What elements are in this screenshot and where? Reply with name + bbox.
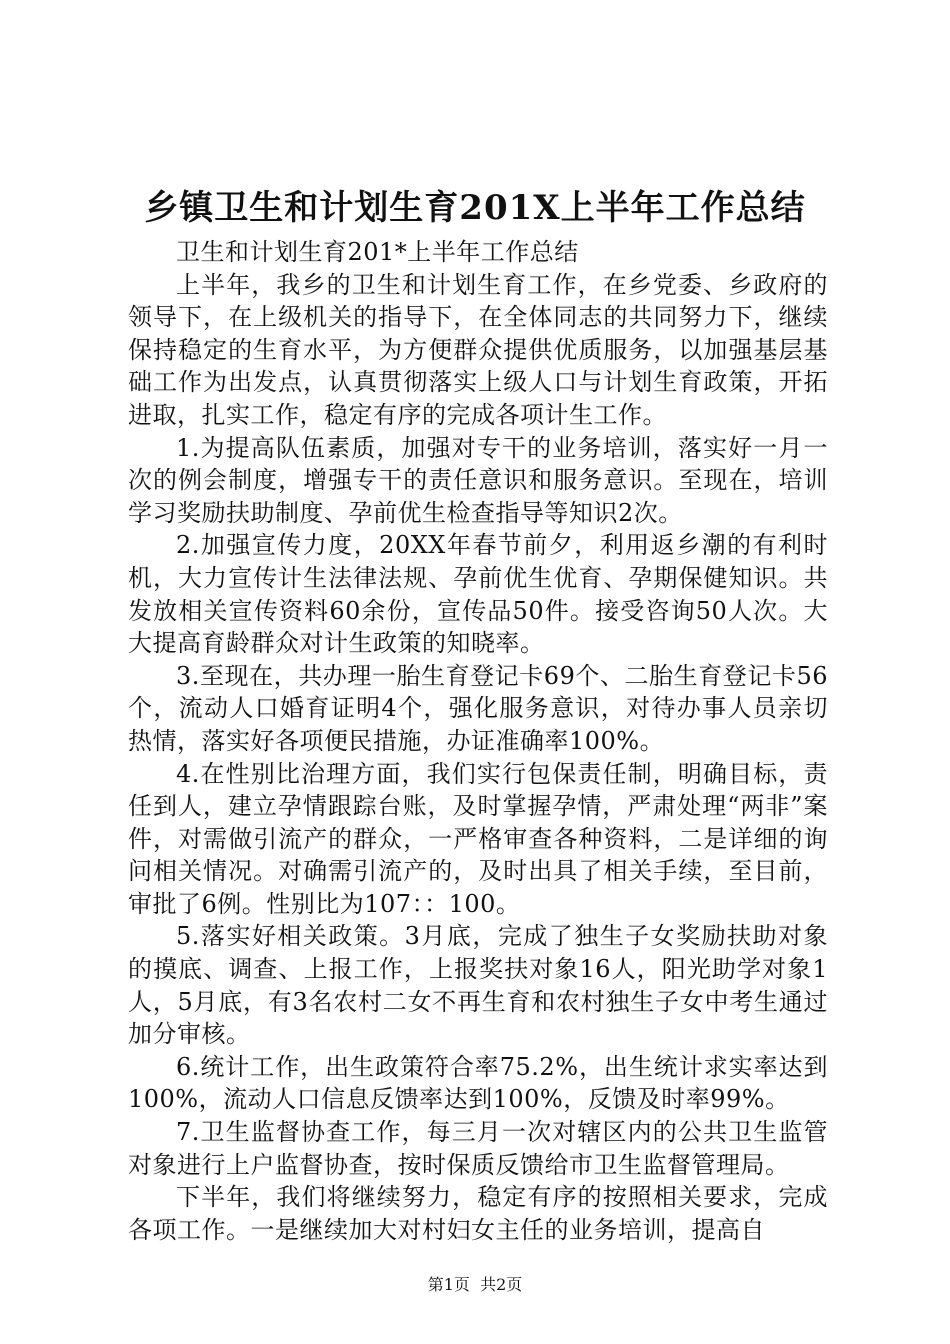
item-paragraph-1: 1.为提高队伍素质，加强对专干的业务培训，落实好一月一次的例会制度，增强专干的责任意识和服务意识。至现在，培训学习奖励扶助制度、孕前优生检查指导等知识2次。 xyxy=(128,433,828,527)
plan-paragraph: 下半年，我们将继续努力，稳定有序的按照相关要求，完成各项工作。一是继续加大对村妇女主任的业务培训，提高自 xyxy=(128,1183,828,1244)
item-paragraph-5: 5.落实好相关政策。3月底，完成了独生子女奖励扶助对象的摸底、调查、上报工作，上报奖扶对象16人，阳光助学对象1人，5月底，有3名农村二女不再生育和农村独生子女中考生通过加分审核。 xyxy=(128,922,828,1049)
page-number-footer: 第1页 共2页 xyxy=(427,1275,523,1294)
item-paragraph-4: 4.在性别比治理方面，我们实行包保责任制，明确目标，责任到人，建立孕情跟踪台账，及时掌握孕情，严肃处理“两非”案件，对需做引流产的群众，一严格审查各种资料，二是详细的询问相关情况。对确需引流产的，及时出具了相关手续，至目前，审批了6例。性别比为107：：100。 xyxy=(128,759,828,918)
document-body xyxy=(128,236,828,1246)
subtitle-paragraph: 卫生和计划生育201*上半年工作总结 xyxy=(176,238,579,266)
item-paragraph-3: 3.至现在，共办理一胎生育登记卡69个、二胎生育登记卡56个，流动人口婚育证明4个，强化服务意识，对待办事人员亲切热情，落实好各项便民措施，办证准确率100%。 xyxy=(128,661,828,755)
item-paragraph-2: 2.加强宣传力度，20XX年春节前夕，利用返乡潮的有利时机，大力宣传计生法律法规、孕前优生优育、孕期保健知识。共发放相关宣传资料60余份，宣传品50件。接受咨询50人次。大大提高育龄群众对计生政策的知晓率。 xyxy=(128,531,828,658)
item-paragraph-7: 7.卫生监督协查工作，每三月一次对辖区内的公共卫生监管对象进行上户监督协查，按时保质反馈给市卫生监督管理局。 xyxy=(128,1118,828,1179)
intro-paragraph: 上半年，我乡的卫生和计划生育工作，在乡党委、乡政府的领导下，在上级机关的指导下，在全体同志的共同努力下，继续保持稳定的生育水平，为方便群众提供优质服务，以加强基层基础工作为出发点，认真贯彻落实上级人口与计划生育政策，开拓进取，扎实工作，稳定有序的完成各项计生工作。 xyxy=(128,270,828,429)
document-title: 乡镇卫生和计划生育201X上半年工作总结 xyxy=(144,188,806,228)
item-paragraph-6: 6.统计工作，出生政策符合率75.2%，出生统计求实率达到100%，流动人口信息反馈率达到100%，反馈及时率99%。 xyxy=(128,1052,828,1114)
